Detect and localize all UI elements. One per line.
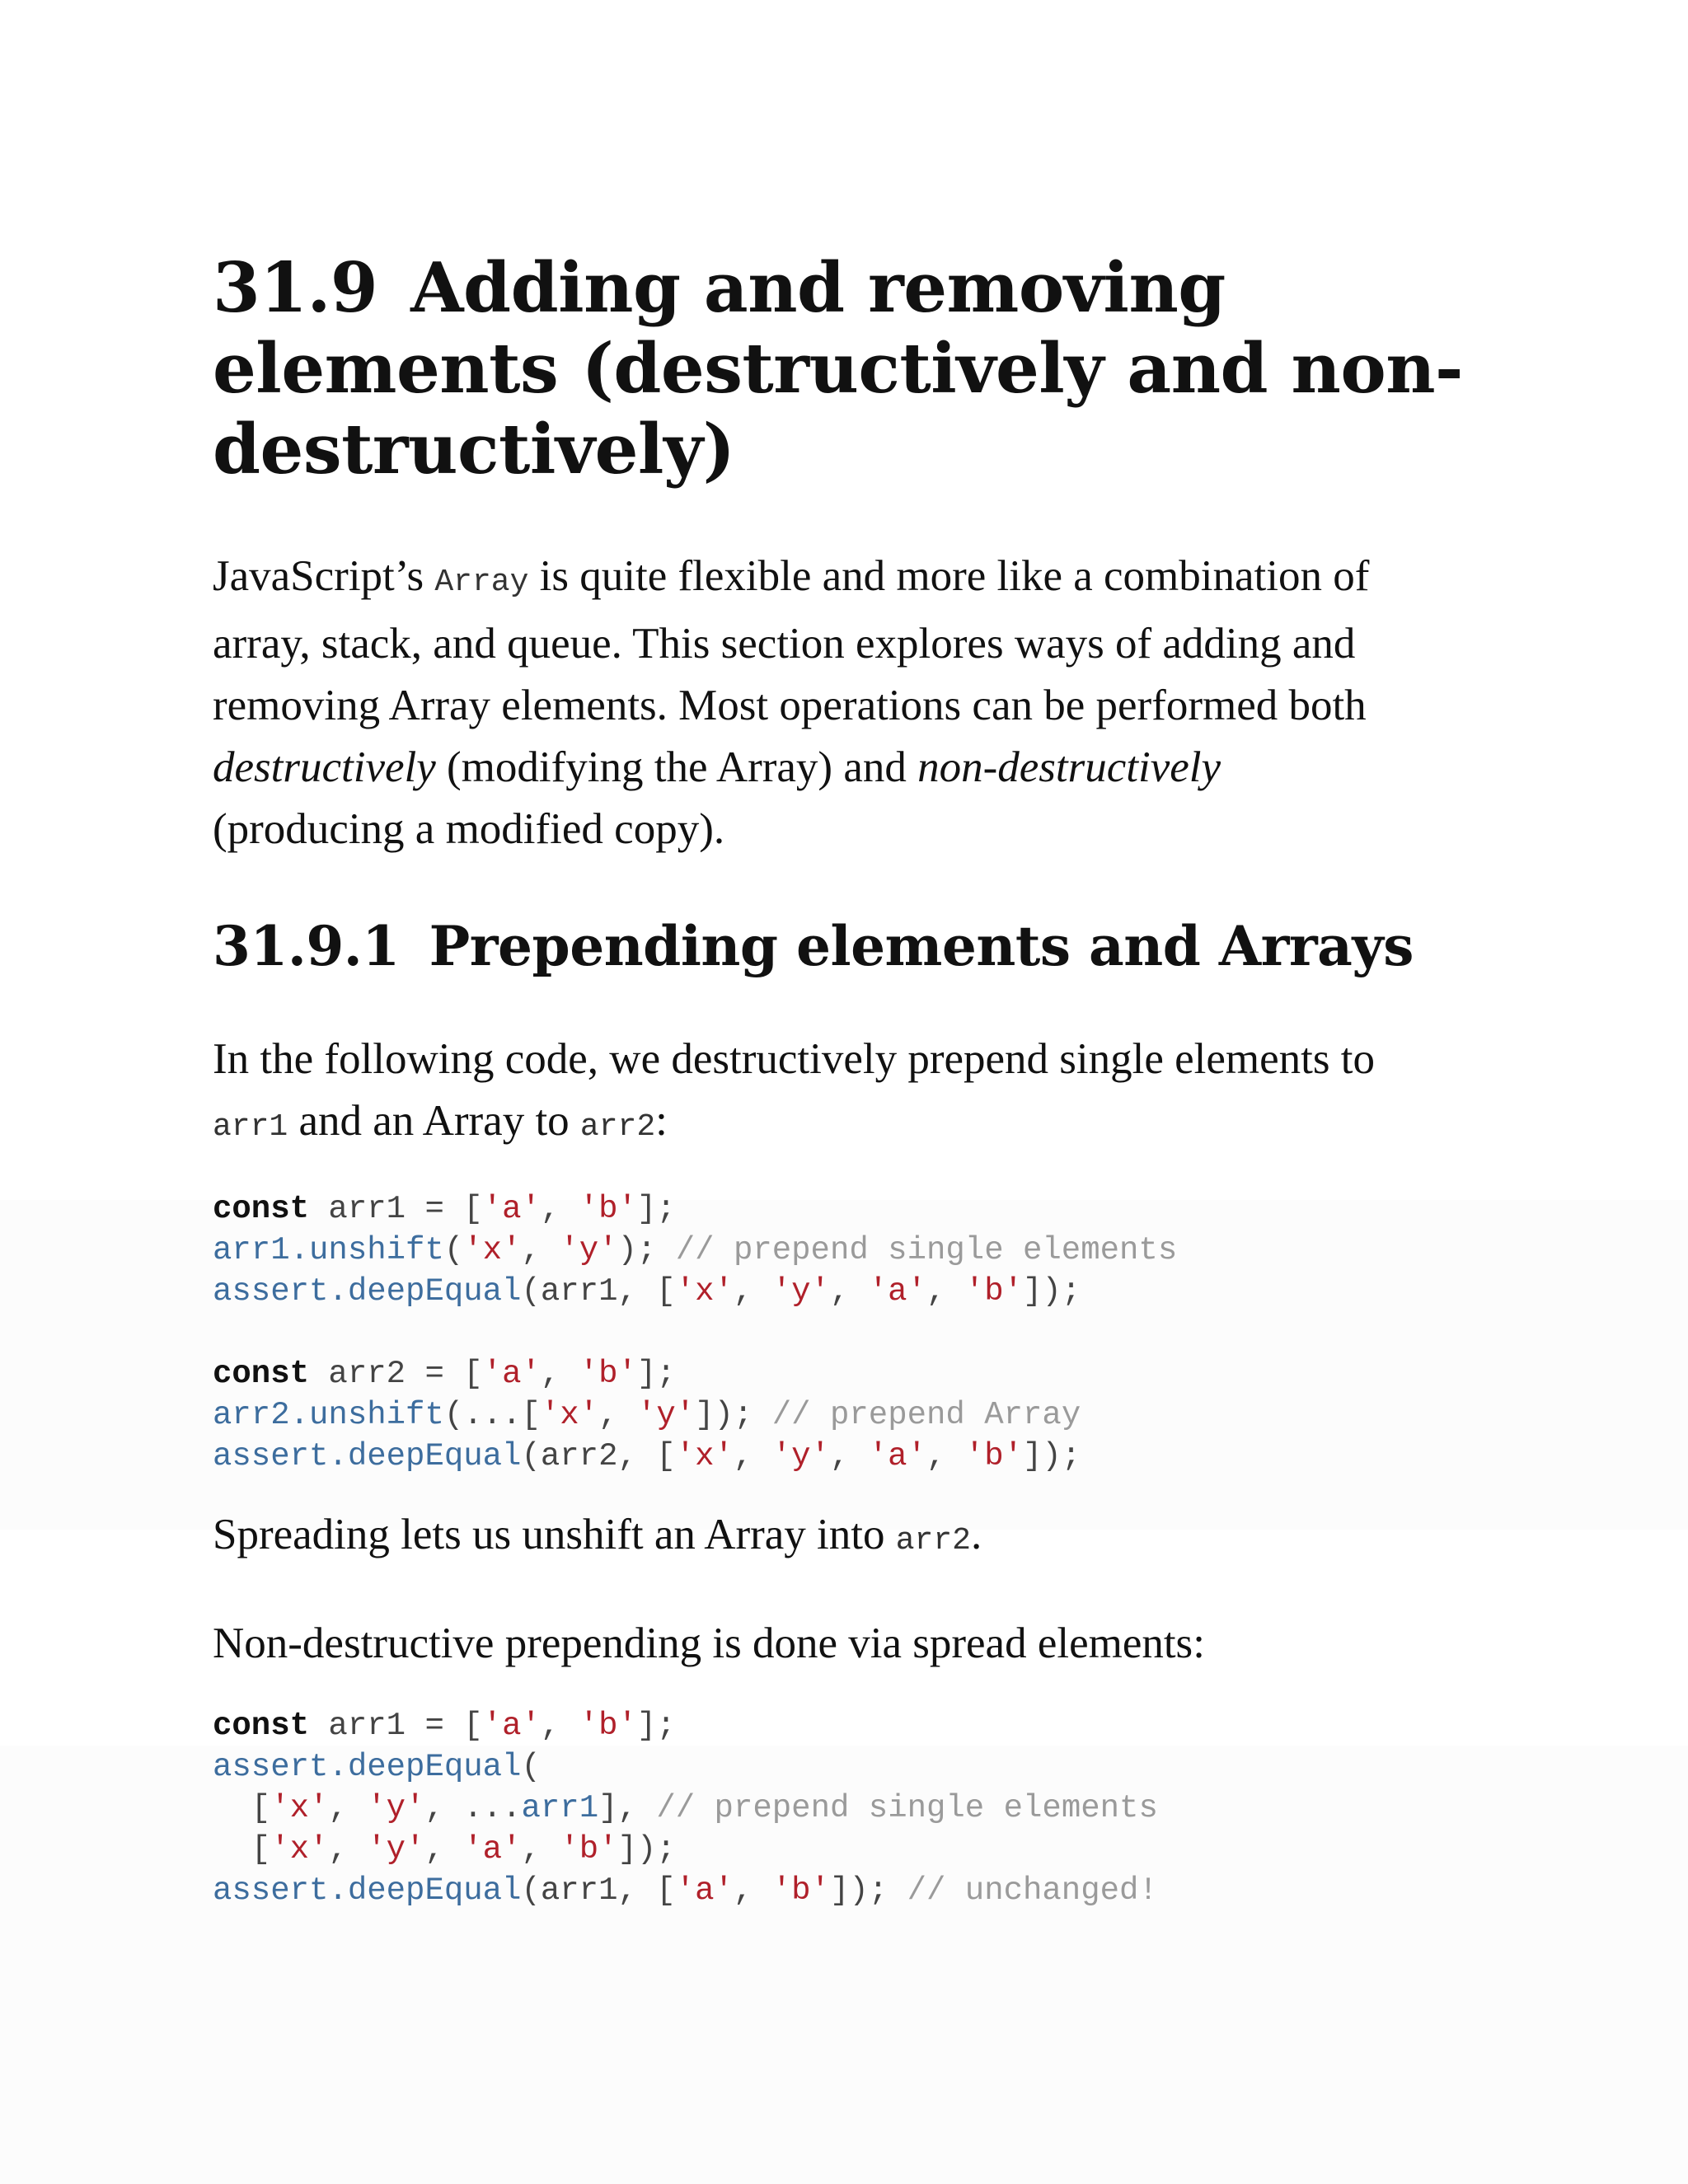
code-line [213,1746,1498,1788]
subsection-heading [213,913,1498,979]
para-prepend-intro [213,1029,1498,1158]
code-line [213,1829,1498,1870]
intro-line: array, stack, and queue. This section explores ways of adding and [213,620,1356,668]
subsection-number: 31.9.1 [213,914,400,978]
code-token: (arr1, [ [521,1872,676,1909]
code-token: , [598,1397,637,1433]
intro-text: (modifying the Array) and [435,743,918,791]
code-token: // prepend single elements [656,1790,1158,1826]
code-token: ( [443,1232,464,1268]
code-token: , [829,1438,869,1474]
emphasis-non-destructively: non-destructively [917,743,1221,791]
section-title-line: elements (destructively and non- [213,328,1463,409]
para-line: In the following code, we destructively prepend single elements to [213,1035,1375,1083]
code-token: arr1 [521,1790,599,1826]
code-token: (arr1, [ [521,1273,676,1310]
code-token: 'x' [270,1790,329,1826]
code-token: , [733,1273,772,1310]
code-token: , [328,1790,368,1826]
code-token: 'y' [560,1232,618,1268]
section-heading [213,247,1498,490]
intro-text: JavaScript’s [213,552,435,600]
code-token: , ... [424,1790,522,1826]
code-token: 'y' [771,1438,830,1474]
intro-line: (producing a modified copy). [213,805,725,853]
code-token: , [733,1872,772,1909]
code-token: 'a' [675,1872,734,1909]
code-line [213,1394,1498,1436]
code-line [213,1312,1498,1353]
code-token: 'y' [771,1273,830,1310]
code-line [213,1230,1498,1271]
page-content [213,247,1498,1911]
code-token: , [540,1708,579,1744]
section-title-line: Adding and removing [410,247,1226,328]
code-token: const [213,1708,310,1744]
code-token: 'a' [482,1708,541,1744]
para-spreading [213,1504,1498,1572]
code-token: 'b' [771,1872,830,1909]
emphasis-destructively: destructively [213,743,436,791]
para-text: . [970,1511,982,1558]
code-token: , [521,1232,560,1268]
code-token: ]); [1023,1438,1081,1474]
code-token: ); [617,1232,676,1268]
code-token: const [213,1356,310,1392]
code-token: , [540,1191,579,1227]
code-line [213,1870,1498,1911]
code-token: 'a' [482,1356,541,1392]
code-token: [ [213,1790,271,1826]
code-token: arr2.unshift [213,1397,444,1433]
code-token: 'b' [579,1191,637,1227]
code-line [213,1436,1498,1477]
code-token: , [424,1831,464,1868]
code-token: // prepend single elements [675,1232,1178,1268]
inline-code-arr1: arr1 [213,1109,288,1145]
code-token: 'b' [964,1273,1024,1310]
code-token: ( [521,1749,541,1785]
code-token: 'b' [579,1356,637,1392]
code-token: ], [598,1790,657,1826]
code-line [213,1188,1498,1230]
code-token: assert.deepEqual [213,1273,522,1310]
code-token: assert.deepEqual [213,1872,522,1909]
code-token: , [328,1831,368,1868]
code-token: 'x' [675,1438,734,1474]
intro-text: is quite flexible and more like a combination of [528,552,1370,600]
code-token: 'a' [482,1191,541,1227]
code-token: 'x' [540,1397,599,1433]
code-token: , [926,1273,965,1310]
code-token: // prepend Array [771,1397,1081,1433]
subsection-title: Prepending elements and Arrays [429,914,1414,978]
section-number: 31.9 [213,247,378,328]
code-token: ]; [636,1191,676,1227]
code-token: arr1 = [ [309,1708,483,1744]
code-token: ]; [636,1356,676,1392]
para-line [213,1090,1498,1158]
code-token: , [540,1356,579,1392]
section-title-line: destructively) [213,409,735,490]
code-block-destructive-prepend [213,1188,1498,1477]
inline-code-array: Array [434,565,529,600]
intro-line [213,546,1498,613]
code-token: arr1.unshift [213,1232,444,1268]
code-token: [ [213,1831,271,1868]
code-token: assert.deepEqual [213,1749,522,1785]
code-token: 'a' [868,1438,926,1474]
code-token: , [733,1438,772,1474]
para-text: and an Array to [288,1097,580,1145]
code-token: 'b' [560,1831,618,1868]
inline-code-arr2: arr2 [895,1523,971,1558]
code-token: , [521,1831,560,1868]
section-line-1 [213,247,1498,328]
code-token: 'a' [868,1273,926,1310]
code-token: assert.deepEqual [213,1438,522,1474]
code-line [213,1788,1498,1829]
code-token: arr1 = [ [309,1191,483,1227]
intro-line [213,737,1498,799]
code-token: const [213,1191,310,1227]
code-token: , [829,1273,869,1310]
code-token: 'b' [579,1708,637,1744]
code-token: arr2 = [ [309,1356,483,1392]
code-token: (...[ [443,1397,541,1433]
code-token: 'y' [636,1397,696,1433]
code-line [213,1705,1498,1746]
code-token: , [926,1438,965,1474]
para-non-destructive: Non-destructive prepending is done via spread elements: [213,1619,1205,1667]
code-token: ]); [1023,1273,1081,1310]
code-token: // unchanged! [907,1872,1158,1909]
code-token: 'y' [367,1831,425,1868]
code-token: 'a' [463,1831,522,1868]
code-token: ]; [636,1708,676,1744]
code-token: 'y' [367,1790,425,1826]
intro-paragraph [213,546,1498,860]
para-text: : [655,1097,668,1145]
code-block-non-destructive-prepend [213,1705,1498,1911]
code-token: ]); [695,1397,772,1433]
code-token: ]); [617,1831,676,1868]
code-token: 'b' [964,1438,1024,1474]
code-token: 'x' [270,1831,329,1868]
inline-code-arr2: arr2 [579,1109,656,1145]
code-token: ]); [829,1872,907,1909]
intro-line: removing Array elements. Most operations can be performed both [213,682,1367,729]
code-line [213,1271,1498,1312]
code-token: 'x' [675,1273,734,1310]
code-token: (arr2, [ [521,1438,676,1474]
para-text: Spreading lets us unshift an Array into [213,1511,896,1558]
code-token: 'x' [463,1232,522,1268]
code-line [213,1353,1498,1394]
